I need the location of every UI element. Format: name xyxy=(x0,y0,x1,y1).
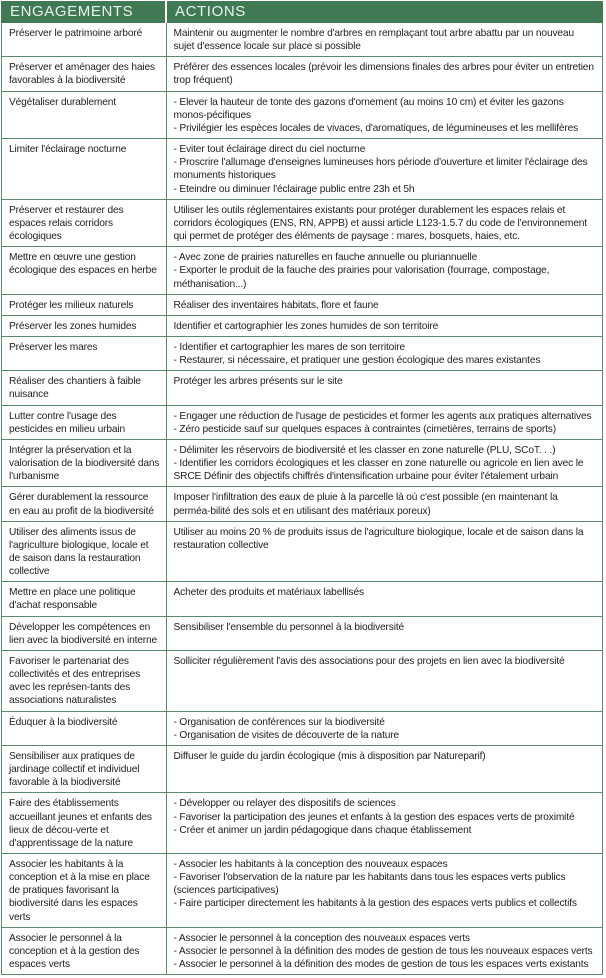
table-row xyxy=(2,745,603,792)
engagement-cell: Associer le personnel à la conception et à la gestion des espaces verts xyxy=(2,927,167,974)
table-row xyxy=(2,405,603,439)
table-row xyxy=(2,139,603,200)
action-item: - Restaurer, si nécessaire, et pratiquer une gestion écologique des mares existantes xyxy=(173,355,541,367)
engagement-cell: Préserver les zones humides xyxy=(2,315,167,336)
action-item: - Avec zone de prairies naturelles en fauche annuelle ou pluriannuelle xyxy=(173,252,478,264)
actions-cell xyxy=(166,405,603,439)
table-row xyxy=(2,711,603,745)
table-row xyxy=(2,91,603,138)
actions-cell xyxy=(166,247,603,294)
actions-cell xyxy=(166,650,603,711)
actions-cell xyxy=(166,294,603,315)
actions-cell xyxy=(166,582,603,616)
action-item: Identifier et cartographier les zones humides de son territoire xyxy=(173,320,439,332)
action-item: - Organisation de visites de découverte de la nature xyxy=(173,729,400,741)
engagement-cell: Développer les compétences en lien avec la biodiversité en interne xyxy=(2,616,167,650)
action-item: - Exporter le produit de la fauche des prairies pour valorisation (fourrage, compostage, méthanisation...) xyxy=(173,265,550,290)
engagement-cell: Gérer durablement la ressource en eau au profit de la biodiversité xyxy=(2,487,167,521)
action-item: - Associer le personnel à la définition des modes de gestion de tous les nouveaux espaces verts xyxy=(173,945,593,957)
actions-cell xyxy=(166,616,603,650)
action-item: Utiliser les outils réglementaires existants pour protéger durablement les espaces relais et corridors écologiques (ENS, RN, APPB) et aussi article L123-1.5.7 du code de l'environnement qui permet de protéger des éléments de paysage : mares, bosquets, haies, etc. xyxy=(173,204,587,243)
actions-cell xyxy=(166,139,603,200)
action-item: - Identifier et cartographier les mares de son territoire xyxy=(173,341,406,353)
table-row xyxy=(2,927,603,974)
action-item: Maintenir ou augmenter le nombre d'arbres en remplaçant tout arbre abattu par un nouveau sujet d'essence locale sur place si possible xyxy=(173,28,574,53)
table-row xyxy=(2,853,603,927)
action-item: - Privilégier les espèces locales de vivaces, d'aromatiques, de légumineuses et les mellifères xyxy=(173,122,579,134)
action-item: - Eteindre ou diminuer l'éclairage public entre 23h et 5h xyxy=(173,183,415,195)
table-body xyxy=(2,23,603,975)
action-item: - Identifier les corridors écologiques et les classer en zone naturelle ou agricole en lien avec le SRCE Définir des objectifs chiffrés d'intensification urbaine pour éviter l'étalement urbain xyxy=(173,458,584,483)
engagement-cell: Mettre en œuvre une gestion écologique des espaces en herbe xyxy=(2,247,167,294)
engagement-cell: Réaliser des chantiers à faible nuisance xyxy=(2,371,167,405)
action-item: - Développer ou relayer des dispositifs de sciences xyxy=(173,798,396,810)
engagements-table-container xyxy=(1,1,605,976)
action-item: - Associer le personnel à la définition des modes de gestion de tous les espaces verts existants xyxy=(173,959,589,971)
action-item: Utiliser au moins 20 % de produits issus de l'agriculture biologique, locale et de saison dans la restauration collective xyxy=(173,526,584,551)
table-row xyxy=(2,487,603,521)
action-item: - Associer les habitants à la conception des nouveaux espaces xyxy=(173,858,448,870)
table-row xyxy=(2,521,603,582)
action-item: - Eviter tout éclairage direct du ciel nocturne xyxy=(173,144,366,156)
table-row xyxy=(2,371,603,405)
actions-cell xyxy=(166,853,603,927)
table-row xyxy=(2,616,603,650)
action-item: Réaliser des inventaires habitats, flore et faune xyxy=(173,299,379,311)
actions-cell xyxy=(166,439,603,486)
action-item: - Associer le personnel à la conception des nouveaux espaces verts xyxy=(173,932,470,944)
action-item: - Proscrire l'allumage d'enseignes lumineuses hors période d'ouverture et limiter l'éclairage des monuments historiques xyxy=(173,157,588,182)
table-row xyxy=(2,336,603,370)
actions-cell xyxy=(166,91,603,138)
actions-cell xyxy=(166,745,603,792)
action-item: - Favoriser l'observation de la nature par les habitants dans tous les espaces verts publics (sciences participatives) xyxy=(173,872,566,897)
action-item: Protéger les arbres présents sur le site xyxy=(173,376,343,388)
engagement-cell: Utiliser des aliments issus de l'agriculture biologique, locale et de saison dans la restauration collective xyxy=(2,521,167,582)
actions-cell xyxy=(166,371,603,405)
action-item: Acheter des produits et matériaux labellisés xyxy=(173,587,364,599)
column-header-actions: ACTIONS xyxy=(166,2,603,23)
actions-cell xyxy=(166,23,603,57)
action-item: - Engager une réduction de l'usage de pesticides et former les agents aux pratiques alternatives xyxy=(173,410,592,422)
engagement-cell: Sensibiliser aux pratiques de jardinage collectif et individuel favorable à la biodiversité xyxy=(2,745,167,792)
column-header-engagements: ENGAGEMENTS xyxy=(2,2,167,23)
engagement-cell: Préserver et restaurer des espaces relais corridors écologiques xyxy=(2,199,167,246)
actions-cell xyxy=(166,711,603,745)
actions-cell xyxy=(166,521,603,582)
table-row xyxy=(2,199,603,246)
engagements-actions-table xyxy=(1,1,603,975)
actions-cell xyxy=(166,487,603,521)
table-row xyxy=(2,793,603,854)
engagement-cell: Préserver les mares xyxy=(2,336,167,370)
action-item: Imposer l'infiltration des eaux de pluie à la parcelle là où c'est possible (en maintenant la perméa-bilité des sols et en utilisant des matériaux poreux) xyxy=(173,492,558,517)
engagement-cell: Préserver le patrimoine arboré xyxy=(2,23,167,57)
engagement-cell: Mettre en place une politique d'achat responsable xyxy=(2,582,167,616)
actions-cell xyxy=(166,927,603,974)
engagement-cell: Faire des établissements accueillant jeunes et enfants des lieux de décou-verte et d'apprentissage de la nature xyxy=(2,793,167,854)
action-item: - Zéro pesticide sauf sur quelques espaces à contraintes (cimetières, terrains de sports) xyxy=(173,423,556,435)
actions-cell xyxy=(166,336,603,370)
table-header-row xyxy=(2,2,603,23)
action-item: - Créer et animer un jardin pédagogique dans chaque établissement xyxy=(173,824,472,836)
action-item: Préférer des essences locales (prévoir les dimensions finales des arbres pour éviter un entretien trop fréquent) xyxy=(173,62,594,87)
engagement-cell: Protéger les milieux naturels xyxy=(2,294,167,315)
table-row xyxy=(2,439,603,486)
action-item: - Elever la hauteur de tonte des gazons d'ornement (au moins 10 cm) et éviter les gazons monos-pécifiques xyxy=(173,96,564,121)
action-item: Solliciter régulièrement l'avis des associations pour des projets en lien avec la biodiversité xyxy=(173,655,565,667)
actions-cell xyxy=(166,57,603,91)
table-row xyxy=(2,294,603,315)
table-row xyxy=(2,247,603,294)
engagement-cell: Limiter l'éclairage nocturne xyxy=(2,139,167,200)
action-item: - Délimiter les réservoirs de biodiversité et les classer en zone naturelle (PLU, SCoT. . .) xyxy=(173,444,556,456)
engagement-cell: Favoriser le partenariat des collectivités et des entreprises avec les représen-tants des associations naturalistes xyxy=(2,650,167,711)
action-item: Sensibiliser l'ensemble du personnel à la biodiversité xyxy=(173,621,405,633)
action-item: - Organisation de conférences sur la biodiversité xyxy=(173,716,385,728)
table-row xyxy=(2,582,603,616)
table-row xyxy=(2,650,603,711)
engagement-cell: Végétaliser durablement xyxy=(2,91,167,138)
engagement-cell: Associer les habitants à la conception et à la mise en place de pratiques favorisant la biodiversité dans les espaces verts xyxy=(2,853,167,927)
actions-cell xyxy=(166,315,603,336)
action-item: - Favoriser la participation des jeunes et enfants à la gestion des espaces verts de proximité xyxy=(173,811,575,823)
action-item: - Faire participer directement les habitants à la gestion des espaces verts publics et collectifs xyxy=(173,898,577,910)
engagement-cell: Éduquer à la biodiversité xyxy=(2,711,167,745)
table-row xyxy=(2,315,603,336)
table-row xyxy=(2,57,603,91)
engagement-cell: Préserver et aménager des haies favorables à la biodiversité xyxy=(2,57,167,91)
actions-cell xyxy=(166,793,603,854)
engagement-cell: Lutter contre l'usage des pesticides en milieu urbain xyxy=(2,405,167,439)
engagement-cell: Intégrer la préservation et la valorisation de la biodiversité dans l'urbanisme xyxy=(2,439,167,486)
actions-cell xyxy=(166,199,603,246)
table-row xyxy=(2,23,603,57)
action-item: Diffuser le guide du jardin écologique (mis à disposition par Natureparif) xyxy=(173,750,486,762)
